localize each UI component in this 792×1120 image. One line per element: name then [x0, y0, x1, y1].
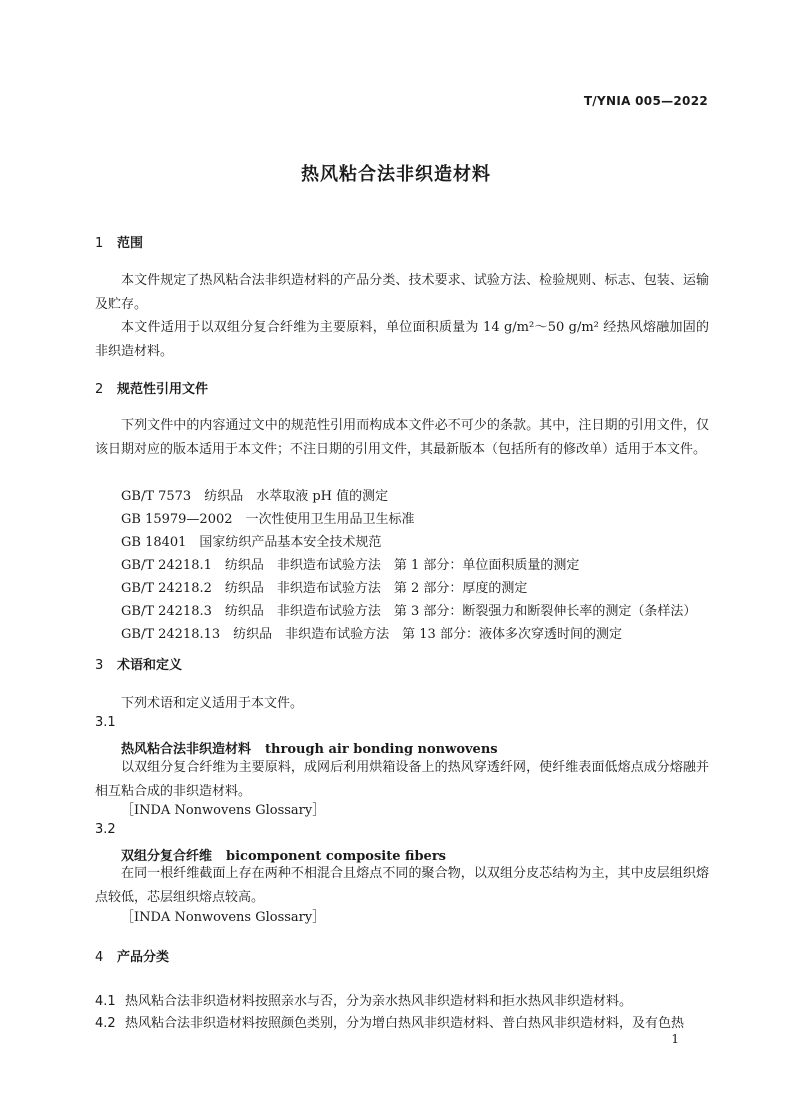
section-title: 术语和定义: [117, 658, 183, 673]
reference-item: GB/T 24218.3 纺织品 非织造布试验方法 第 3 部分：断裂强力和断裂伸长率的测定（条样法）: [121, 604, 697, 619]
reference-item: GB/T 24218.2 纺织品 非织造布试验方法 第 2 部分：厚度的测定: [121, 581, 528, 596]
terms-intro: 下列术语和定义适用于本文件。: [121, 696, 304, 711]
section-number: 2: [95, 382, 104, 397]
term-definition: 以双组分复合纤维为主要原料，成网后利用烘箱设备上的热风穿透纤网，使纤维表面低熔点成分熔融并相互粘合成的非织造材料。: [95, 760, 709, 799]
term-source: ［INDA Nonwovens Glossary］: [121, 803, 326, 818]
classification-item: [95, 990, 632, 1009]
reference-item: GB 18401 国家纺织产品基本安全技术规范: [121, 535, 382, 550]
term-definition: 在同一根纤维截面上存在两种不相混合且熔点不同的聚合物，以双组分皮芯结构为主，其中皮层组织熔点较低，芯层组织熔点较高。: [95, 866, 709, 905]
section-number: 4: [95, 950, 104, 965]
term-english: through air bonding nonwovens: [265, 742, 498, 757]
term-chinese: 双组分复合纤维: [121, 849, 213, 864]
term-number: 3.2: [95, 822, 116, 837]
reference-item: GB/T 24218.13 纺织品 非织造布试验方法 第 13 部分：液体多次穿透时间的测定: [121, 627, 622, 642]
term-chinese: 热风粘合法非织造材料: [121, 742, 252, 757]
section-heading-classification: [95, 946, 169, 965]
term-number: 3.1: [95, 715, 116, 730]
reference-item: GB 15979—2002 一次性使用卫生用品卫生标准: [121, 512, 415, 527]
section-heading-references: [95, 378, 208, 397]
page-title: 热风粘合法非织造材料: [301, 164, 491, 185]
term-source: ［INDA Nonwovens Glossary］: [121, 910, 326, 925]
scope-paragraph-1: 本文件规定了热风粘合法非织造材料的产品分类、技术要求、试验方法、检验规则、标志、包装、运输及贮存。: [95, 273, 709, 312]
item-text: 热风粘合法非织造材料按照颜色类别，分为增白热风非织造材料、普白热风非织造材料，及有色热: [125, 1016, 685, 1031]
references-intro: 下列文件中的内容通过文中的规范性引用而构成本文件必不可少的条款。其中，注日期的引用文件，仅该日期对应的版本适用于本文件；不注日期的引用文件，其最新版本（包括所有的修改单）适用于本文件。: [95, 418, 709, 457]
section-number: 1: [95, 236, 104, 251]
section-title: 产品分类: [117, 950, 170, 965]
document-code: T/YNIA 005—2022: [583, 94, 708, 108]
item-text: 热风粘合法非织造材料按照亲水与否，分为亲水热风非织造材料和拒水热风非织造材料。: [125, 994, 633, 1009]
term-heading: [121, 738, 498, 757]
page-number: 1: [671, 1032, 679, 1046]
section-title: 范围: [117, 236, 144, 251]
reference-item: GB/T 7573 纺织品 水萃取液 pH 值的测定: [121, 489, 389, 504]
section-heading-scope: [95, 232, 143, 251]
classification-item: [95, 1012, 684, 1031]
section-heading-terms: [95, 654, 182, 673]
term-english: bicomponent composite fibers: [226, 849, 446, 864]
item-number: 4.1: [95, 994, 116, 1009]
item-number: 4.2: [95, 1016, 116, 1031]
section-title: 规范性引用文件: [117, 382, 209, 397]
section-number: 3: [95, 658, 104, 673]
scope-paragraph-2: 本文件适用于以双组分复合纤维为主要原料，单位面积质量为 14 g/m²～50 g/m² 经热风熔融加固的非织造材料。: [95, 320, 709, 359]
reference-item: GB/T 24218.1 纺织品 非织造布试验方法 第 1 部分：单位面积质量的测定: [121, 558, 580, 573]
